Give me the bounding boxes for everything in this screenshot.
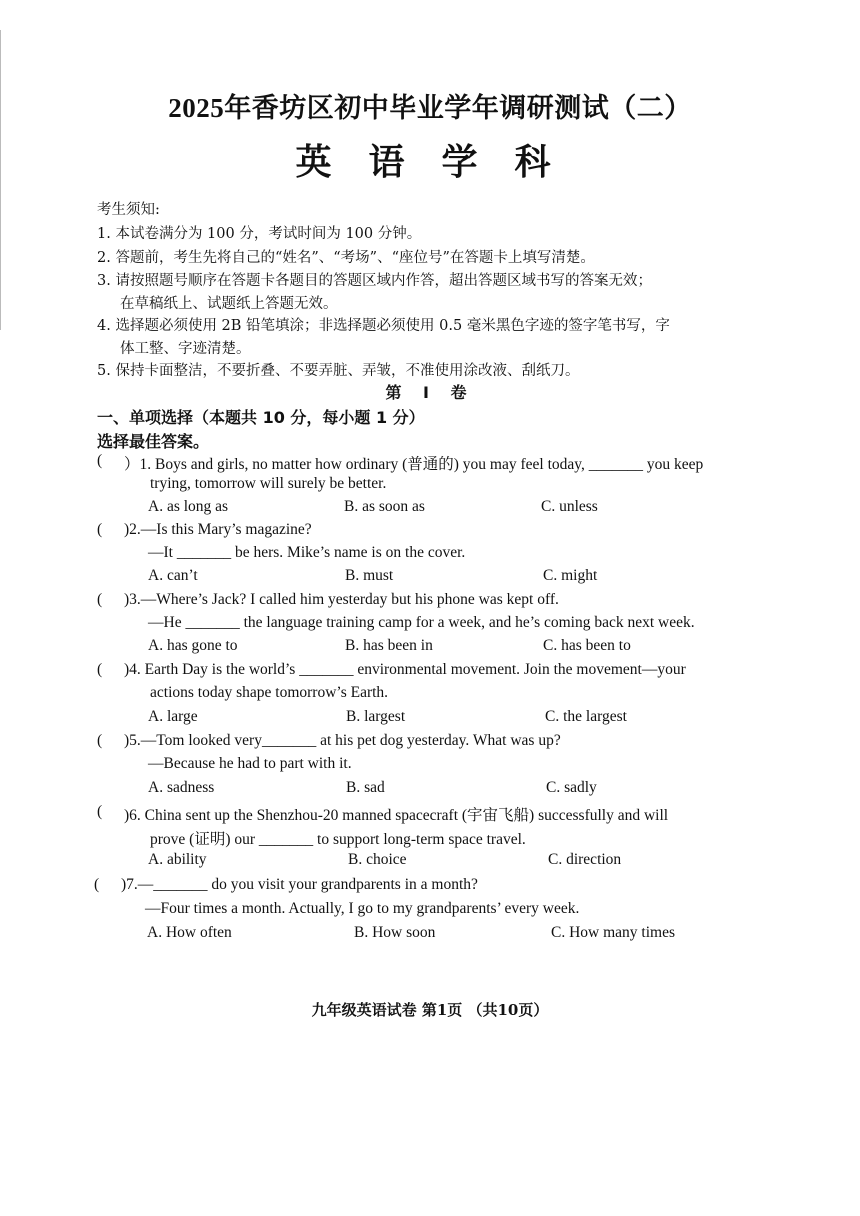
- notice-item-4-cont: 体工整、字迹清楚。: [120, 341, 251, 357]
- question-4-option-b: B. largest: [346, 708, 406, 725]
- question-3-line-2: —He _______ the language training camp for a week, and he’s coming back next week.: [148, 614, 695, 631]
- question-3-option-c: C. has been to: [543, 637, 631, 654]
- notice-item-1: 1. 本试卷满分为 100 分，考试时间为 100 分钟。: [97, 226, 422, 242]
- section-title: 一、单项选择（本题共 10 分，每小题 1 分）: [97, 408, 425, 427]
- question-1-line-2: trying, tomorrow will surely be better.: [150, 475, 387, 492]
- question-6-option-c: C. direction: [548, 851, 622, 868]
- question-3-line-1: )3.—Where’s Jack? I called him yesterday but his phone was kept off.: [124, 591, 559, 608]
- question-1-line-1: ）1. Boys and girls, no matter how ordinary (普通的) you may feel today, _______ you keep: [124, 456, 704, 473]
- question-2-option-b: B. must: [345, 567, 394, 584]
- question-6-line-1: )6. China sent up the Shenzhou-20 manned spacecraft (宇宙飞船) successfully and will: [124, 807, 669, 824]
- notice-heading: 考生须知:: [97, 202, 160, 218]
- question-5-option-b: B. sad: [346, 779, 385, 796]
- question-4-line-2: actions today shape tomorrow’s Earth.: [150, 684, 389, 701]
- notice-item-3-cont: 在草稿纸上、试题纸上答题无效。: [120, 296, 338, 312]
- question-1-option-c: C. unless: [541, 498, 598, 515]
- answer-blank-3[interactable]: (: [97, 591, 103, 608]
- question-6-option-b: B. choice: [348, 851, 407, 868]
- section-instruction: 选择最佳答案。: [97, 432, 210, 451]
- question-7-option-c: C. How many times: [551, 924, 675, 941]
- question-3-option-b: B. has been in: [345, 637, 433, 654]
- question-5-line-1: )5.—Tom looked very_______ at his pet dog yesterday. What was up?: [124, 732, 561, 749]
- question-4-line-1: )4. Earth Day is the world’s _______ environmental movement. Join the movement—your: [124, 661, 686, 678]
- answer-blank-4[interactable]: (: [97, 661, 103, 678]
- notice-item-4: 4. 选择题必须使用 2B 铅笔填涂；非选择题必须使用 0.5 毫米黑色字迹的签字笔书写，字: [97, 318, 670, 334]
- question-5-option-c: C. sadly: [546, 779, 597, 796]
- answer-blank-6[interactable]: (: [97, 803, 103, 820]
- question-7-line-2: —Four times a month. Actually, I go to my grandparents’ every week.: [145, 900, 580, 917]
- question-1-option-a: A. as long as: [148, 498, 229, 515]
- question-2-line-2: —It _______ be hers. Mike’s name is on the cover.: [148, 544, 466, 561]
- question-4-option-a: A. large: [148, 708, 198, 725]
- notice-item-3: 3. 请按照题号顺序在答题卡各题目的答题区域内作答，超出答题区域书写的答案无效；: [97, 273, 652, 289]
- answer-blank-1[interactable]: (: [97, 452, 103, 469]
- answer-blank-2[interactable]: (: [97, 521, 103, 538]
- question-5-line-2: —Because he had to part with it.: [148, 755, 352, 772]
- notice-item-2: 2. 答题前，考生先将自己的“姓名”、“考场”、“座位号”在答题卡上填写清楚。: [97, 250, 595, 266]
- question-5-option-a: A. sadness: [148, 779, 215, 796]
- question-7-line-1: )7.—_______ do you visit your grandparents in a month?: [121, 876, 478, 893]
- question-6-option-a: A. ability: [148, 851, 207, 868]
- answer-blank-5[interactable]: (: [97, 732, 103, 749]
- question-2-line-1: )2.—Is this Mary’s magazine?: [124, 521, 312, 538]
- page-footer: 九年级英语试卷 第1页 （共10页）: [311, 1001, 549, 1019]
- question-3-option-a: A. has gone to: [148, 637, 238, 654]
- question-7-option-b: B. How soon: [354, 924, 436, 941]
- question-4-option-c: C. the largest: [545, 708, 627, 725]
- question-2-option-c: C. might: [543, 567, 598, 584]
- notice-item-5: 5. 保持卡面整洁，不要折叠、不要弄脏、弄皱，不准使用涂改液、刮纸刀。: [97, 363, 580, 379]
- question-7-option-a: A. How often: [147, 924, 232, 941]
- question-6-line-2: prove (证明) our _______ to support long-term space travel.: [150, 831, 526, 848]
- question-1-option-b: B. as soon as: [344, 498, 425, 515]
- answer-blank-7[interactable]: (: [94, 876, 100, 893]
- subject-title: 英 语 学 科: [295, 142, 565, 182]
- exam-title: 2025年香坊区初中毕业学年调研测试（二）: [168, 93, 692, 123]
- question-2-option-a: A. can’t: [148, 567, 198, 584]
- volume-label: 第 Ⅰ 卷: [385, 383, 475, 402]
